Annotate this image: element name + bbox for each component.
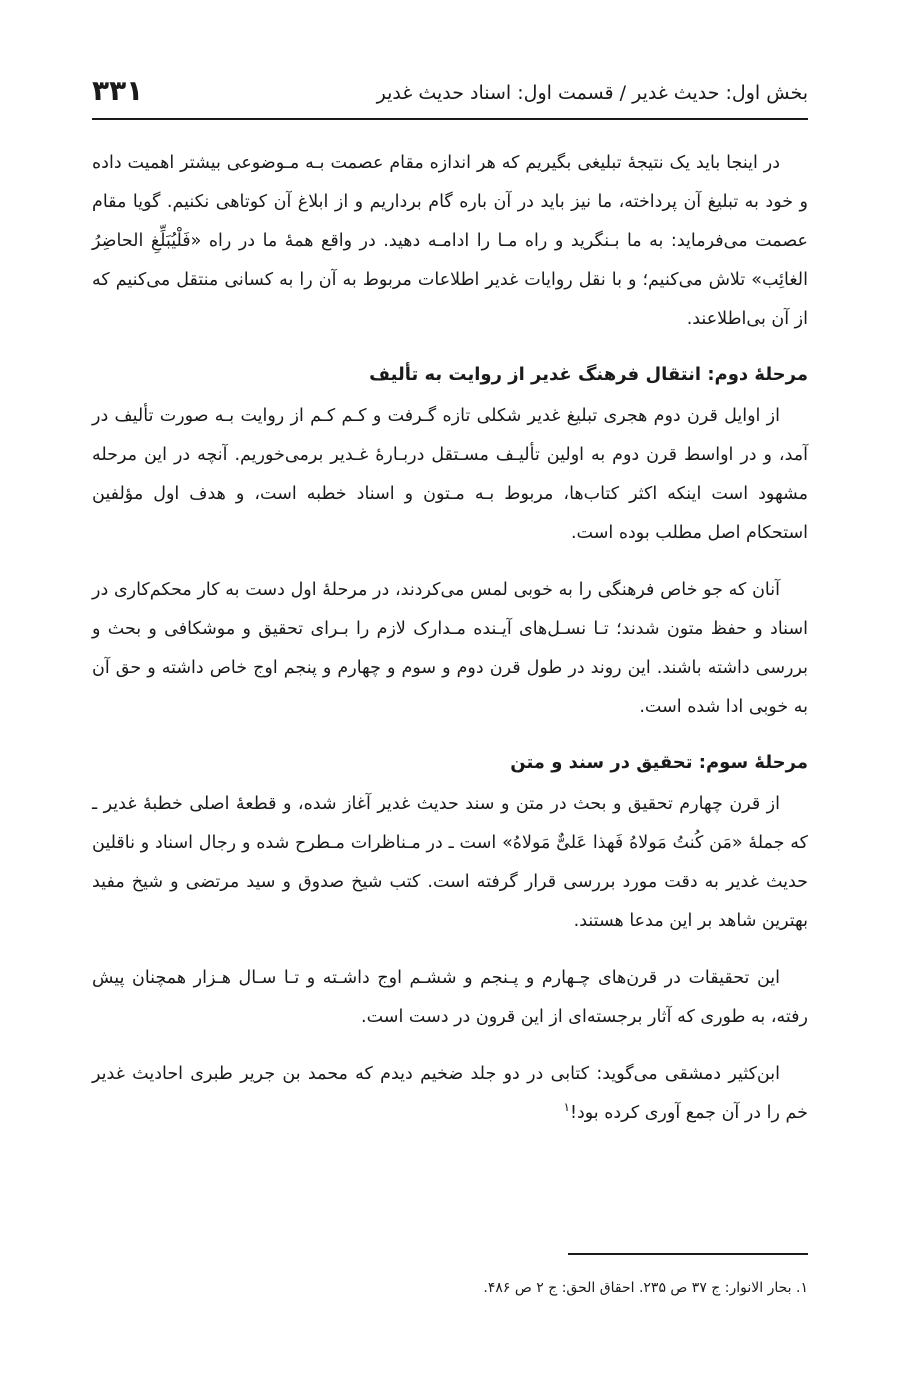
paragraph-4: از قرن چهارم تحقیق و بحث در متن و سند حدیث غدیر آغاز شده، و قطعهٔ اصلی خطبهٔ غدیر ـ که جملهٔ «مَن کُنتُ مَولاهُ فَهذا عَلیٌّ مَولاهُ» است ـ در مـناظرات مـطرح شده و رجال اسناد و ناقلین حدیث غدیر به دقت مورد بررسی قرار گرفته است. کتب شیخ صدوق و سید مرتضی و شیخ مفید بهترین شاهد بر این مدعا هستند. (92, 794, 808, 931)
paragraph-6 (92, 1055, 808, 1133)
paragraph-1: در اینجا باید یک نتیجهٔ تبلیغی بگیریم که هر اندازه مقام عصمت بـه مـوضوعی بیشتر اهمیت داده و خود به تبلیغ آن پرداخته، ما نیز باید در آن باره گام برداریم و از ابلاغ آن کوتاهی نکنیم. گویا مقام عصمت می‌فرماید: به ما بـنگرید و راه مـا را ادامـه دهید. در واقع همهٔ ما در راه «فَلْیُبَلِّغِ الحاضِرُ الغائِب» تلاش می‌کنیم؛ و با نقل روایات غدیر اطلاعات مربوط به آن را به کسانی منتقل می‌کنیم که از آن بی‌اطلاعند. (92, 153, 808, 329)
running-title: بخش اول: حدیث غدیر / قسمت اول: اسناد حدیث غدیر (376, 82, 808, 104)
footnote-marker: ۱ (563, 1100, 570, 1115)
footnote: ۱. بحار الانوار: ج ۳۷ ص ۲۳۵. احقاق الحق: ج ۲ ص ۴۸۶. (483, 1280, 808, 1296)
paragraph-6-text: ابن‌کثیر دمشقی می‌گوید: کتابی در دو جلد ضخیم دیدم که محمد بن جریر طبری احادیث غدیر خم را در آن جمع آوری کرده بود! (92, 1064, 808, 1123)
paragraph-2: از اوایل قرن دوم هجری تبلیغ غدیر شکلی تازه گـرفت و کـم کـم از روایت بـه صورت تألیف در آمد، و در اواسط قرن دوم به اولین تألیـف مسـتقل دربـارهٔ غـدیر برمی‌خوریم. آنچه در این مرحله مشهود است اینکه اکثر کتاب‌ها، مربوط بـه مـتون و اسناد خطبه است، و هدف اول مؤلفین استحکام اصل مطلب بوده است. (92, 406, 808, 543)
section-heading-stage-2: مرحلهٔ دوم: انتقال فرهنگ غدیر از روایت به تألیف (369, 364, 808, 385)
page-header (92, 68, 808, 116)
paragraph-3: آنان که جو خاص فرهنگی را به خوبی لمس می‌کردند، در مرحلهٔ اول دست به کار محکم‌کاری در اسناد و حفظ متون شدند؛ تـا نسـل‌های آیـنده مـدارک لازم را بـرای تحقیق و موشکافی و بحث و بررسی داشته باشند. این روند در طول قرن دوم و سوم و چهارم و پنجم اوج خاص داشته و حق آن به خوبی ادا شده است. (92, 580, 808, 717)
page-body (92, 144, 808, 1151)
footnote-rule (568, 1253, 808, 1255)
section-heading-stage-3: مرحلهٔ سوم: تحقیق در سند و متن (510, 752, 808, 773)
header-rule (92, 118, 808, 120)
page-number: ۳۳۱ (92, 74, 144, 107)
paragraph-5: این تحقیقات در قرن‌های چـهارم و پـنجم و ششـم اوج داشـته و تـا سـال هـزار همچنان پیش رفته، به طوری که آثار برجسته‌ای از این قرون در دست است. (92, 968, 808, 1027)
book-page (92, 0, 808, 1390)
